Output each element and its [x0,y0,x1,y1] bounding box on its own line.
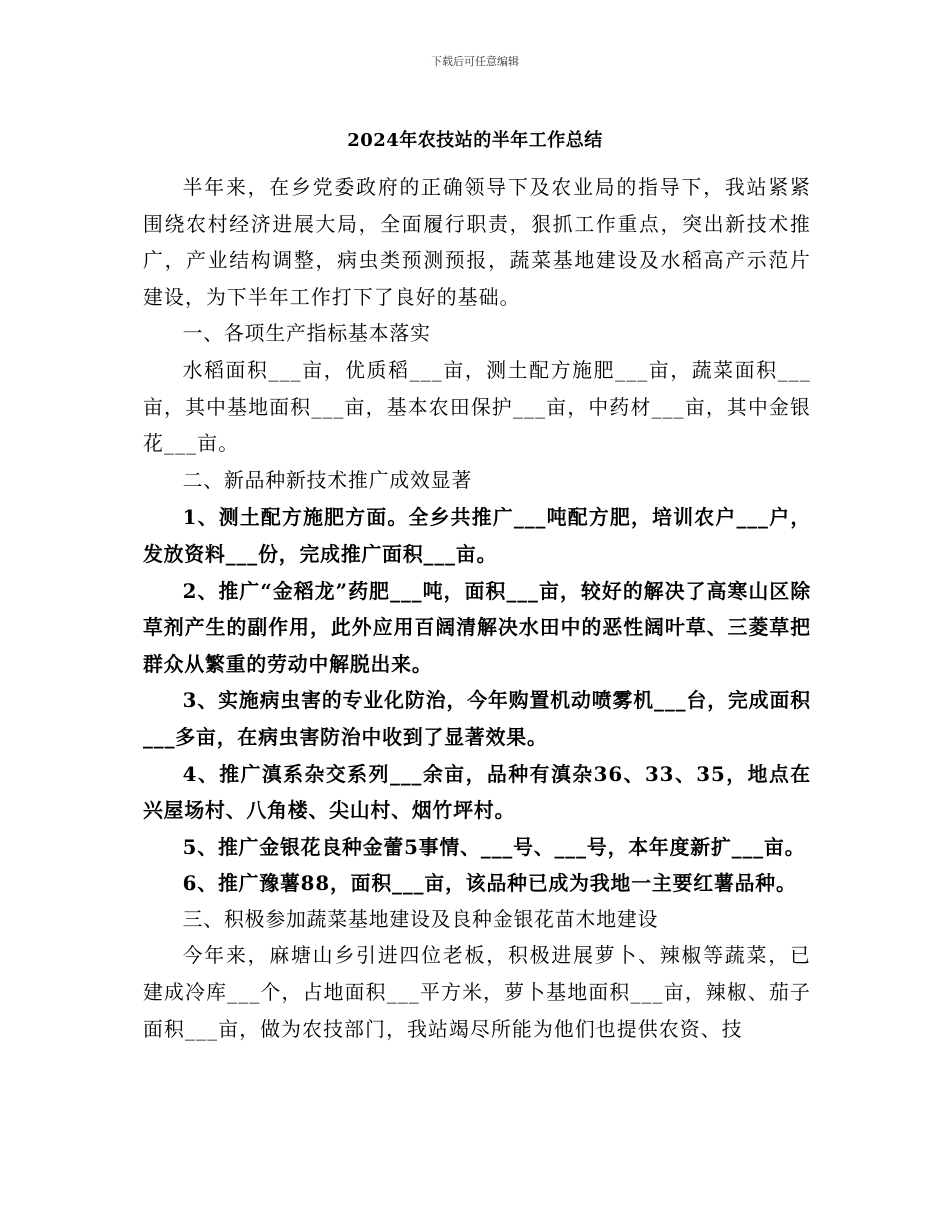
section-heading-1: 一、各项生产指标基本落实 [182,322,431,346]
paragraph-item-3: 3、实施病虫害的专业化防治，今年购置机动喷雾机___台，完成面积___多亩，在病虫害防治中收到了显著效果。 [143,688,811,749]
section-heading-2: 二、新品种新技术推广成效显著 [182,468,473,492]
section-heading-3: 三、积极参加蔬菜基地建设及良种金银花苗木地建设 [182,907,659,931]
paragraph-item-1: 1、测土配方施肥方面。全乡共推广___吨配方肥，培训农户___户，发放资料___份，完成推广面积___亩。 [143,505,811,566]
paragraph-item-2: 2、推广“金稻龙”药肥___吨，面积___亩，较好的解决了高寒山区除草剂产生的副作用，此外应用百阔清解决水田中的恶性阔叶草、三菱草把群众从繁重的劳动中解脱出来。 [143,578,811,676]
paragraph-intro: 半年来，在乡党委政府的正确领导下及农业局的指导下，我站紧紧围绕农村经济进展大局，全面履行职责，狠抓工作重点，突出新技术推广，产业结构调整，病虫类预测预报，蔬菜基地建设及水稻高产示范片建设，为下半年工作打下了良好的基础。 [143,176,811,309]
paragraph-item-6: 6、推广豫薯88，面积___亩，该品种已成为我地一主要红薯品种。 [182,871,797,896]
paragraph-vegetable-base: 今年来，麻塘山乡引进四位老板，积极进展萝卜、辣椒等蔬菜，已建成冷库___个，占地面积___平方米，萝卜基地面积___亩，辣椒、茄子面积___亩，做为农技部门，我站竭尽所能为他们也提供农资、技 [143,944,811,1041]
document-title: 2024年农技站的半年工作总结 [347,130,603,151]
paragraph-item-5: 5、推广金银花良种金蕾5事情、___号、___号，本年度新扩___亩。 [182,834,806,859]
paragraph-item-4: 4、推广滇系杂交系列___余亩，品种有滇杂36、33、35，地点在兴屋场村、八角楼、尖山村、烟竹坪村。 [143,761,811,823]
page-header: 下载后可任意编辑 [431,55,519,68]
paragraph-production-indicators: 水稻面积___亩，优质稻___亩，测土配方施肥___亩，蔬菜面积___亩，其中基地面积___亩，基本农田保护___亩，中药材___亩，其中金银花___亩。 [143,358,811,456]
document-body [143,170,811,1048]
